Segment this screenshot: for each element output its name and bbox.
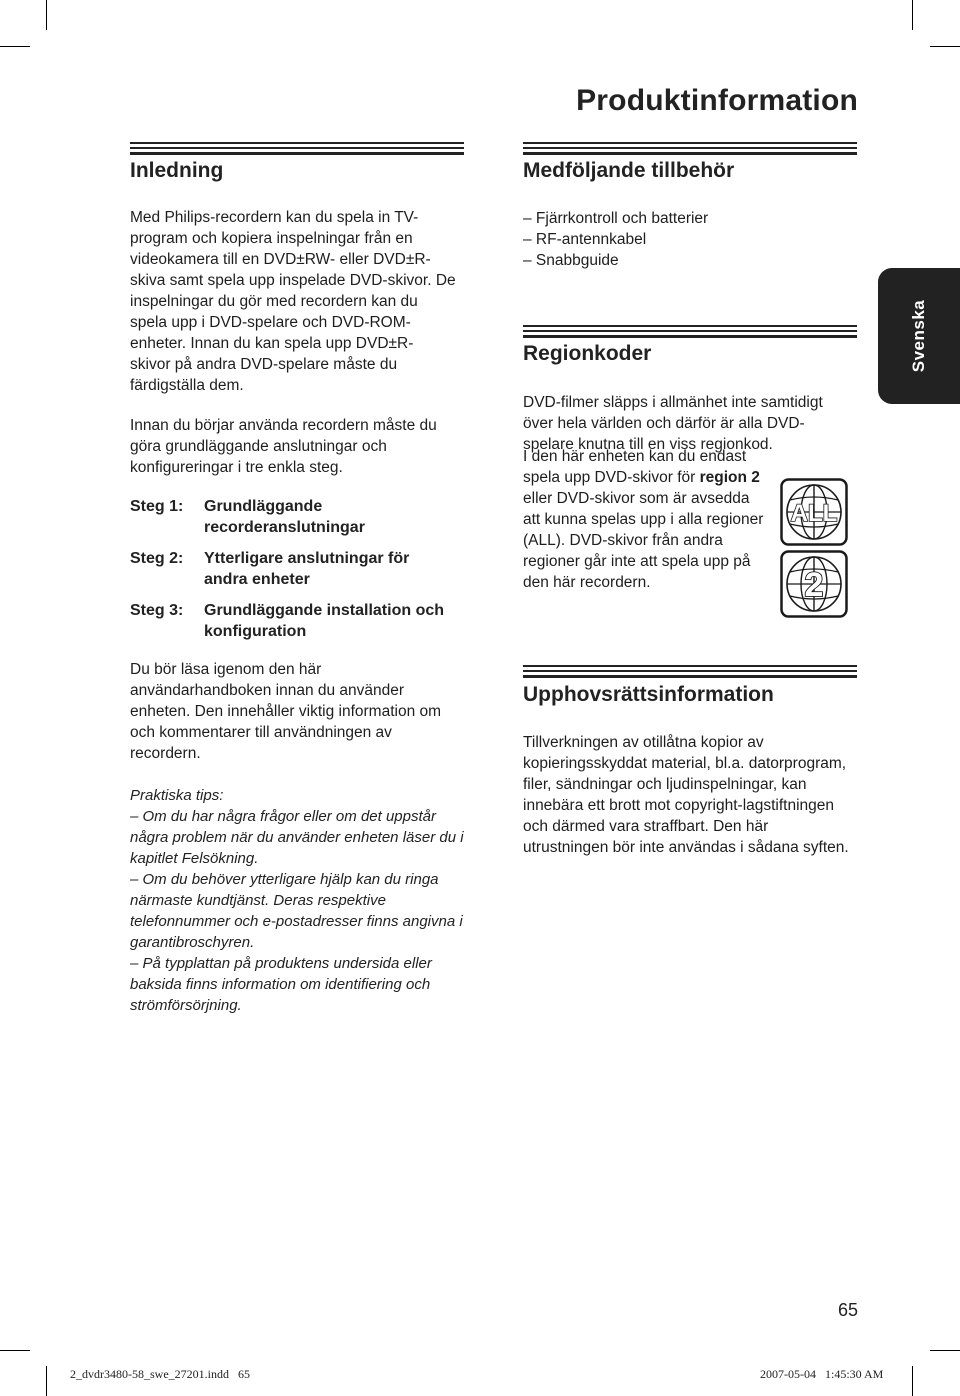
step-text-line: konfiguration — [204, 623, 307, 640]
text-line: enheten. Den innehåller viktig information om — [130, 703, 442, 720]
section-rule — [523, 665, 857, 679]
text-line: och därmed vara straffbart. Den här — [523, 818, 769, 835]
text-line: göra grundläggande anslutningar och — [130, 438, 387, 455]
accessories-list — [523, 208, 823, 271]
text-line: och kommentarer till användningen av — [130, 724, 392, 741]
copyright-paragraph — [523, 732, 868, 858]
section-heading-inledning: Inledning — [130, 159, 224, 182]
tips-line: kapitlet Felsökning. — [130, 850, 259, 867]
page-title: Produktinformation — [576, 84, 858, 117]
language-tab-label: Svenska — [909, 299, 928, 373]
read-manual-paragraph — [130, 659, 470, 764]
step-text-line: andra enheter — [204, 571, 310, 588]
text-line — [523, 467, 783, 488]
text-line: program och kopiera inspelningar från en — [130, 230, 413, 247]
text-line: enheter. Innan du kan spela upp DVD±R- — [130, 335, 414, 352]
text-line: regioner går inte att spela upp på — [523, 553, 751, 570]
text-line: DVD-filmer släpps i allmänhet inte samtidigt — [523, 394, 823, 411]
text-line: konfigureringar i tre enkla steg. — [130, 459, 343, 476]
text-line: över hela världen och därför är alla DVD- — [523, 415, 805, 432]
step-text-line: Ytterligare anslutningar för — [204, 550, 410, 567]
section-heading-accessories: Medföljande tillbehör — [523, 159, 735, 182]
text-line: I den här enheten kan du endast — [523, 448, 747, 465]
tips-line: – På typplattan på produktens undersida eller — [130, 955, 432, 972]
step-item — [130, 496, 474, 548]
tips-line: strömförsörjning. — [130, 997, 242, 1014]
text-line: filer, sändningar och ljudinspelningar, kan — [523, 776, 807, 793]
tips-line: – Om du har några frågor eller om det uppstår — [130, 808, 436, 825]
list-item: – Fjärrkontroll och batterier — [523, 210, 709, 227]
step-text — [204, 496, 474, 538]
step-text — [204, 548, 474, 590]
region-unit-paragraph — [523, 446, 783, 593]
text-line: Med Philips-recordern kan du spela in TV- — [130, 209, 419, 226]
step-label: Steg 1: — [130, 498, 184, 515]
step-label: Steg 2: — [130, 550, 184, 567]
text-line: spelare knutna till en viss regionkod. — [523, 436, 773, 453]
text-line: den här recordern. — [523, 574, 651, 591]
text-line: (ALL). DVD-skivor från andra — [523, 532, 723, 549]
text-line: färdigställa dem. — [130, 377, 244, 394]
text-line: skiva samt spela upp inspelade DVD-skivor. De — [130, 272, 456, 289]
region-all-globe-icon — [780, 478, 848, 546]
region-2-globe-icon — [780, 550, 848, 618]
text-line: användarhandboken innan du använder — [130, 682, 405, 699]
text-line: innebära ett brott mot copyright-lagstiftningen — [523, 797, 835, 814]
section-rule — [130, 142, 464, 156]
steps-list — [130, 496, 474, 652]
list-item: – RF-antennkabel — [523, 231, 647, 248]
text-line: utrustningen bör inte användas i sådana syften. — [523, 839, 849, 856]
text-line: spela upp i DVD-spelare och DVD-ROM- — [130, 314, 411, 331]
text-span: spela upp DVD-skivor för — [523, 469, 700, 486]
intro-paragraph — [130, 207, 470, 396]
section-rule — [523, 142, 857, 156]
tips-line: Praktiska tips: — [130, 787, 224, 804]
tips-line: telefonnummer och e-postadresser finns angivna i — [130, 913, 463, 930]
section-heading-copyright: Upphovsrättsinformation — [523, 683, 774, 706]
tips-line: närmaste kundtjänst. Deras respektive — [130, 892, 386, 909]
text-line: recordern. — [130, 745, 201, 762]
step-label: Steg 3: — [130, 602, 184, 619]
text-line: eller DVD-skivor som är avsedda — [523, 490, 750, 507]
text-line: att kunna spelas upp i alla regioner — [523, 511, 764, 528]
region-all-label: ALL — [790, 500, 838, 527]
text-line: Du bör läsa igenom den här — [130, 661, 322, 678]
text-line: Innan du börjar använda recordern måste du — [130, 417, 437, 434]
tips-line: garantibroschyren. — [130, 934, 255, 951]
step-item — [130, 600, 474, 652]
text-line: skivor på andra DVD-spelare måste du — [130, 356, 398, 373]
tips-line: – Om du behöver ytterligare hjälp kan du ringa — [130, 871, 439, 888]
section-heading-region: Regionkoder — [523, 342, 652, 365]
footer-file-name: 2_dvdr3480-58_swe_27201.indd 65 — [70, 1367, 250, 1381]
step-text-line: recorderanslutningar — [204, 519, 365, 536]
language-tab — [878, 268, 960, 404]
tips-line: baksida finns information om identifiering och — [130, 976, 431, 993]
text-line: inspelningar du gör med recordern kan du — [130, 293, 418, 310]
text-line: videokamera till en DVD±RW- eller DVD±R- — [130, 251, 431, 268]
practical-tips — [130, 785, 475, 1016]
before-start-paragraph — [130, 415, 470, 478]
step-text — [204, 600, 474, 642]
tips-line: några problem när du använder enheten läser du i — [130, 829, 464, 846]
footer-timestamp: 2007-05-04 1:45:30 AM — [760, 1367, 884, 1381]
text-line: kopieringsskyddat material, bl.a. datorprogram, — [523, 755, 847, 772]
step-item — [130, 548, 474, 600]
step-text-line: Grundläggande installation och — [204, 602, 445, 619]
list-item: – Snabbguide — [523, 252, 619, 269]
step-text-line: Grundläggande — [204, 498, 323, 515]
text-line: Tillverkningen av otillåtna kopior av — [523, 734, 764, 751]
page-number: 65 — [837, 1300, 858, 1320]
section-rule — [523, 325, 857, 339]
region-2-label: 2 — [804, 566, 824, 604]
region-2-emphasis: region 2 — [699, 469, 760, 486]
